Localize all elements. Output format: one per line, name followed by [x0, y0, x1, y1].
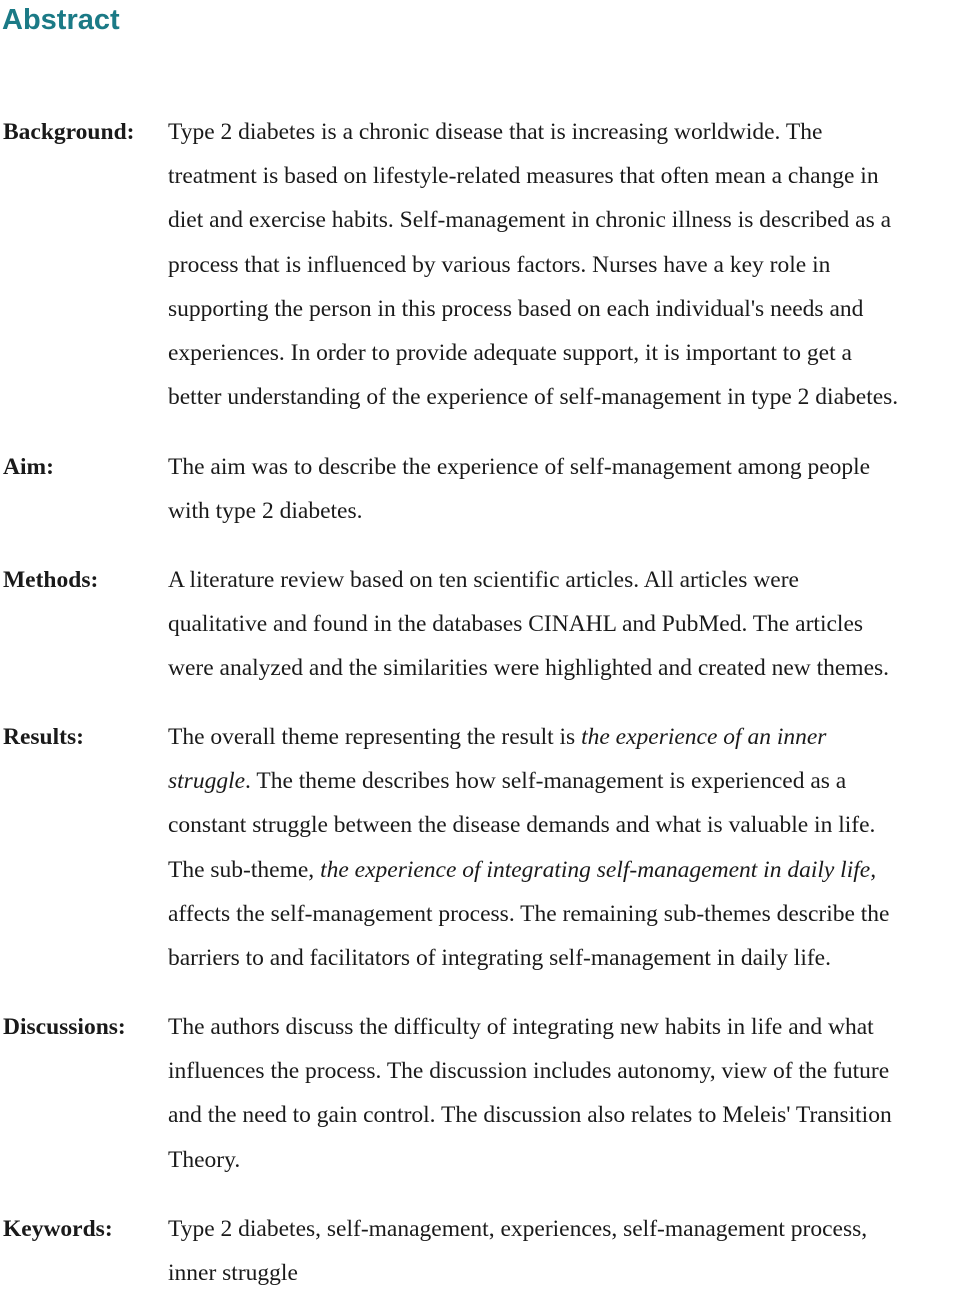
text-line: Theory. [168, 1146, 241, 1173]
methods-label: Methods: [3, 567, 99, 593]
discussions-text [168, 1005, 960, 1182]
text-line: diet and exercise habits. Self-management in chronic illness is described as a [168, 207, 892, 234]
keywords-text [168, 1207, 960, 1295]
discussions-label: Discussions: [3, 1014, 126, 1040]
emphasis-text: the experience of integrating self-management in daily life, [320, 856, 877, 883]
text-run: . The theme describes how self-management is experienced as a [245, 768, 847, 795]
text-line: qualitative and found in the databases CINAHL and PubMed. The articles [168, 611, 864, 638]
text-line: Type 2 diabetes is a chronic disease that is increasing worldwide. The [168, 119, 823, 145]
results-text [168, 715, 960, 980]
emphasis-text: struggle [168, 768, 246, 795]
text-line: constant struggle between the disease demands and what is valuable in life. [168, 812, 876, 839]
text-run: The overall theme representing the result is [168, 724, 582, 750]
text-line: experiences. In order to provide adequate support, it is important to get a [168, 340, 852, 367]
text-line [168, 715, 960, 759]
keywords-label: Keywords: [3, 1216, 113, 1242]
text-line: inner struggle [168, 1260, 298, 1287]
text-line: were analyzed and the similarities were highlighted and created new themes. [168, 655, 890, 682]
background-label: Background: [3, 119, 135, 145]
emphasis-text: the experience of an inner [581, 724, 827, 750]
text-line: affects the self-management process. The remaining sub-themes describe the [168, 900, 890, 927]
text-line: The authors discuss the difficulty of integrating new habits in life and what [168, 1014, 874, 1040]
background-text [168, 110, 960, 419]
text-line: influences the process. The discussion includes autonomy, view of the future [168, 1058, 890, 1085]
text-line: with type 2 diabetes. [168, 498, 363, 525]
text-line [168, 759, 960, 803]
text-line: The aim was to describe the experience of self-management among people [168, 454, 871, 480]
text-line: A literature review based on ten scientific articles. All articles were [168, 567, 799, 593]
text-line: Type 2 diabetes, self-management, experiences, self-management process, [168, 1216, 868, 1242]
abstract-heading: Abstract [2, 4, 120, 36]
text-line: treatment is based on lifestyle-related measures that often mean a change in [168, 163, 879, 190]
text-line: process that is influenced by various factors. Nurses have a key role in [168, 251, 831, 278]
aim-text [168, 445, 960, 533]
text-line: better understanding of the experience of self-management in type 2 diabetes. [168, 384, 899, 411]
aim-label: Aim: [3, 454, 54, 480]
text-line: and the need to gain control. The discussion also relates to Meleis' Transition [168, 1102, 892, 1129]
text-line: barriers to and facilitators of integrating self-management in daily life. [168, 945, 831, 972]
text-line [168, 848, 960, 892]
text-line: supporting the person in this process based on each individual's needs and [168, 295, 864, 322]
text-run: The sub-theme, [168, 856, 321, 883]
methods-text [168, 558, 960, 691]
results-label: Results: [3, 724, 84, 750]
